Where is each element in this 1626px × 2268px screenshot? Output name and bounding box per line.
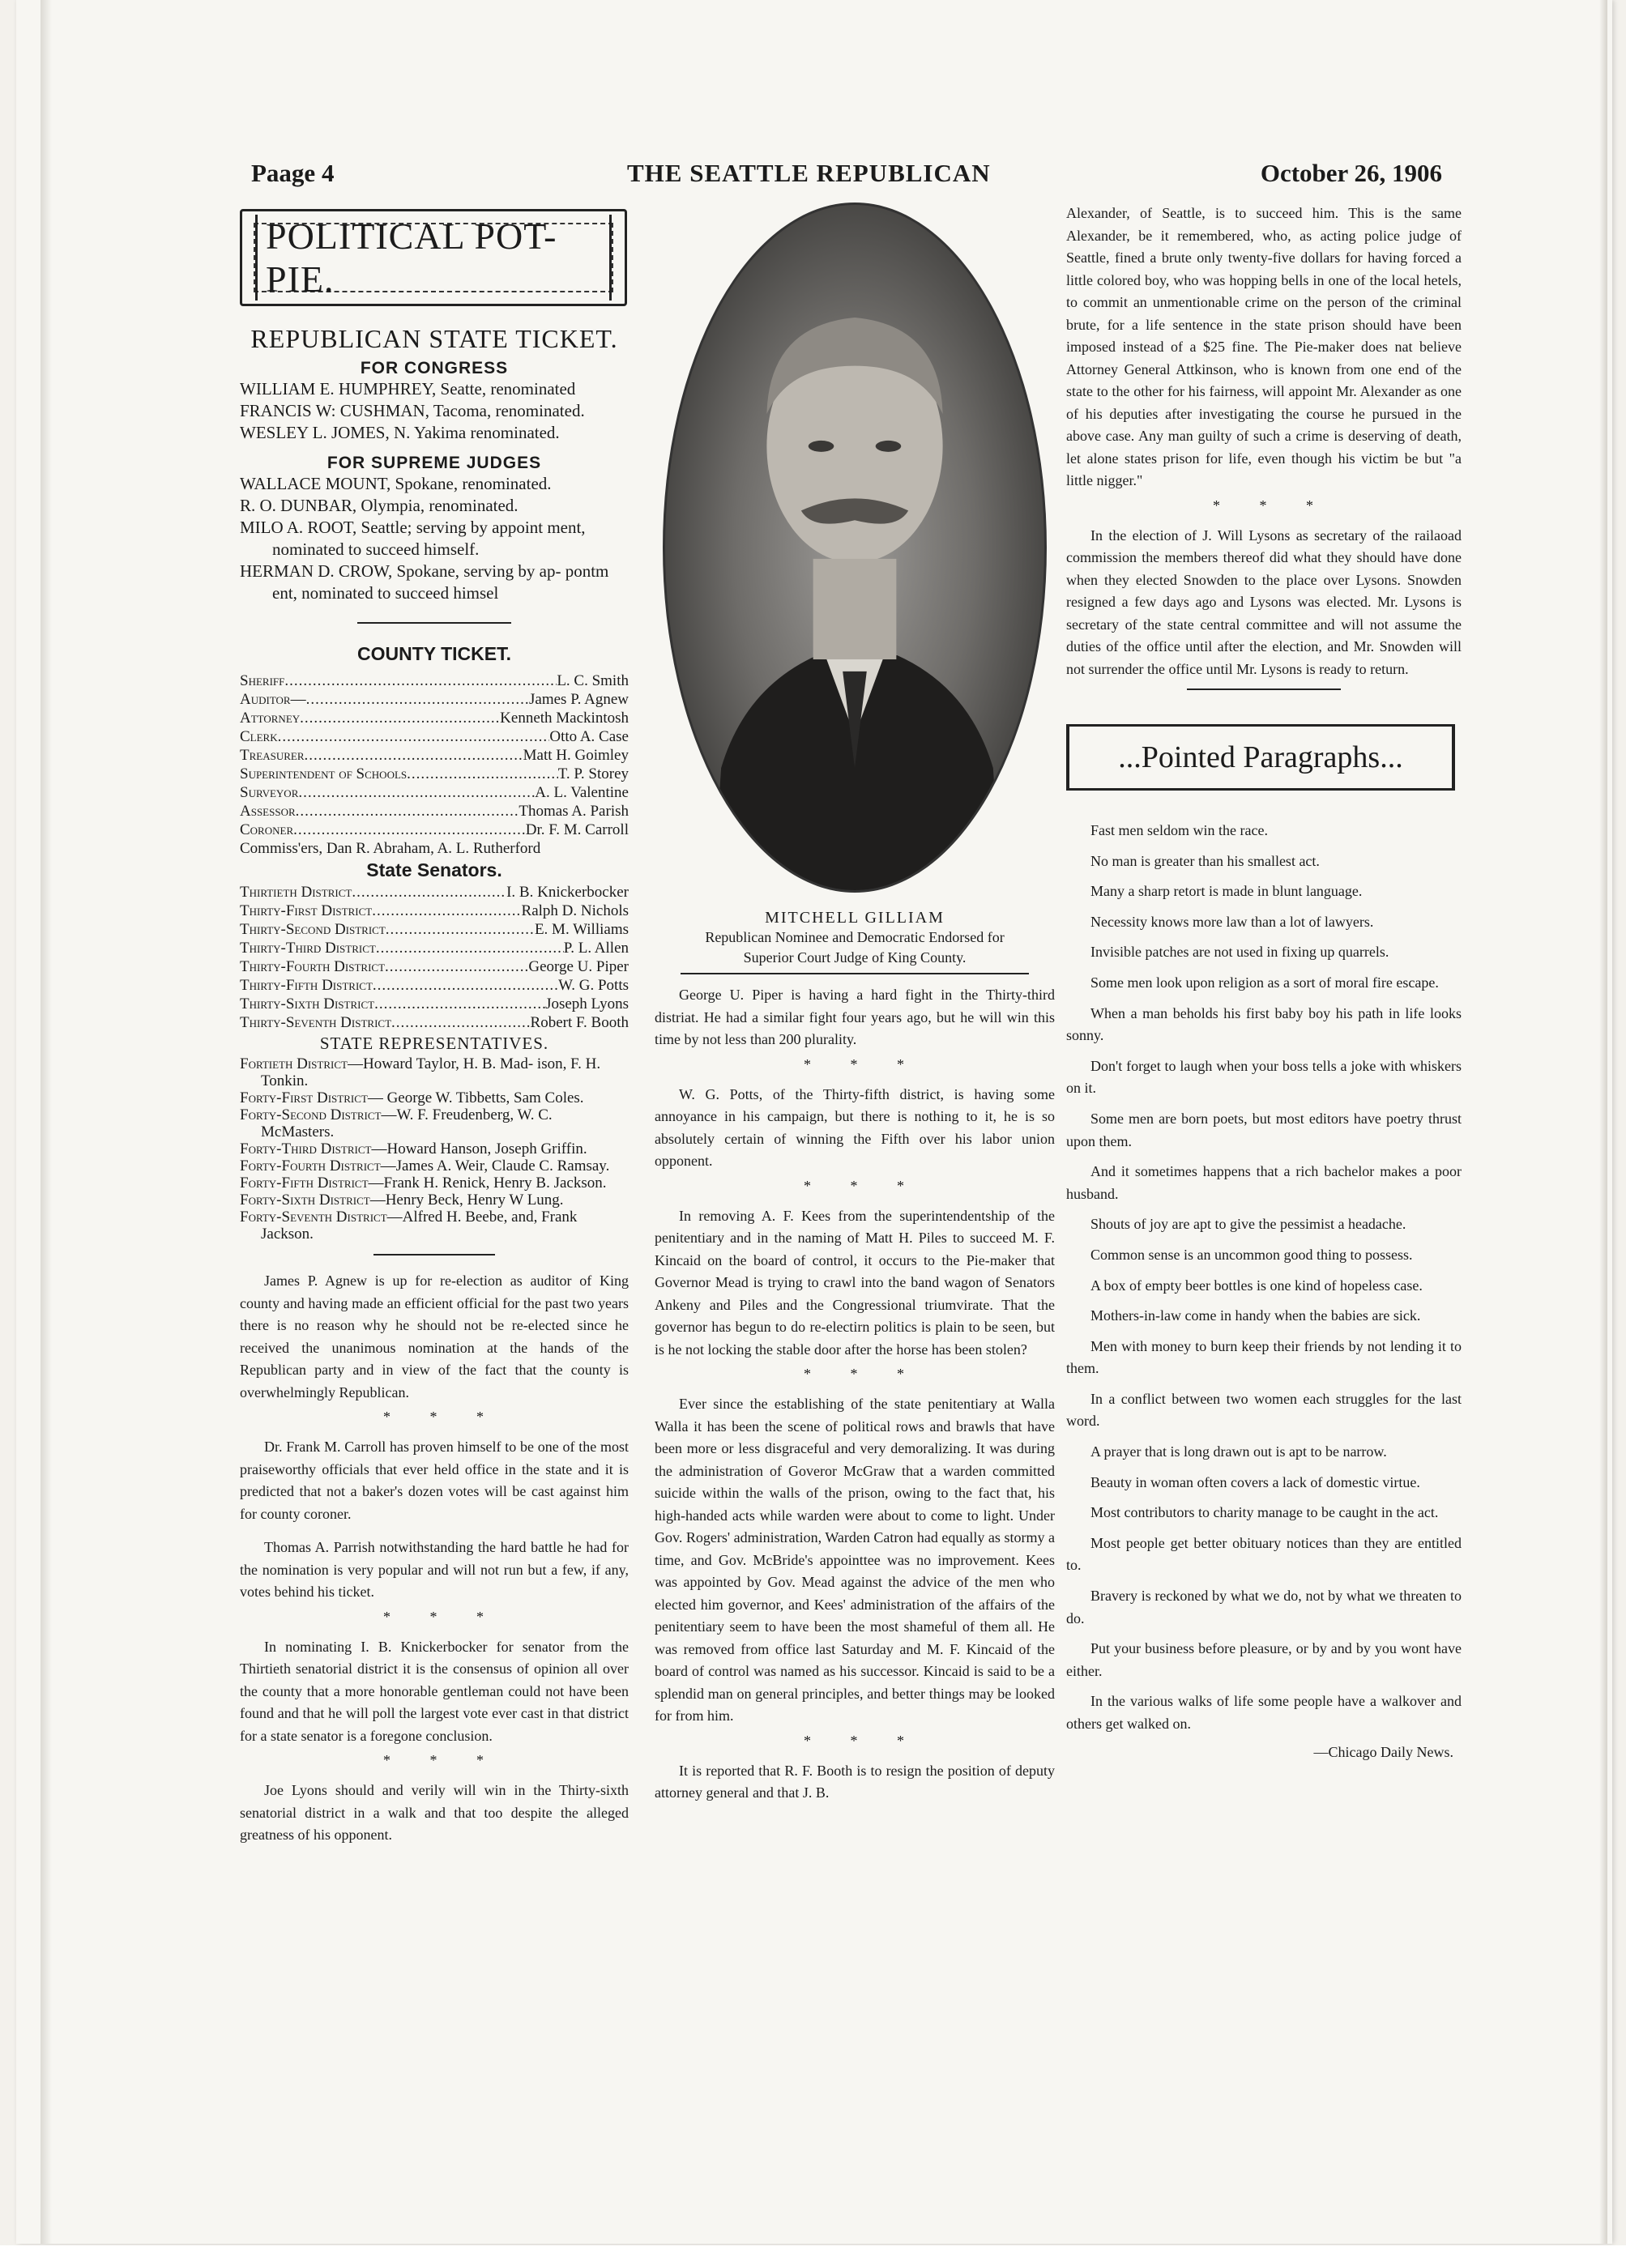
portrait-frame bbox=[655, 202, 1055, 899]
portrait-caption: Republican Nominee and Democratic Endorsed for bbox=[705, 929, 1005, 945]
senator-row: Thirty-Seventh District ..... Robert F. Booth bbox=[240, 1013, 629, 1032]
pointed-paragraph: When a man beholds his first baby boy his path in life looks sonny. bbox=[1066, 1004, 1462, 1044]
county-office-row: Sheriff ..... L. C. Smith bbox=[240, 671, 629, 690]
page-fold-shadow-right bbox=[1599, 0, 1607, 2244]
separator-stars: * * * bbox=[383, 1752, 501, 1768]
separator-stars: * * * bbox=[383, 1608, 501, 1625]
judge-candidate: R. O. DUNBAR, Olympia, renominated. bbox=[240, 496, 519, 515]
banner-title: POLITICAL POT-PIE. bbox=[255, 215, 612, 301]
pointed-paragraphs-title: ...Pointed Paragraphs... bbox=[1118, 740, 1403, 774]
state-representatives-heading: STATE REPRESENTATIVES. bbox=[319, 1034, 549, 1053]
article-paragraph: Ever since the establishing of the state penitentiary at Walla Walla it has been the scene of political rows and brawls that have been more or less disgraceful and very demoralizing. It was during the administration of Goveror McGraw that a warden committed suicide within the walls of the prison, owing to the fact that, his high-handed acts while warden were about to come to light. Under Gov. Rogers' administration, Warden Catron had equally as stormy a time, and Gov. McBride's appointtee was no improvement. Kees was appointed by Gov. Mead against the advice of the men who elected him governor, and Kees' administration of the affairs of the penitentiary seem to have been the most shameful of them all. He was removed from office last Saturday and M. F. Kincaid of the board of control was named as his successor. Kincaid is said to be a splendid man on general principles, and better things may be looked for from him. bbox=[655, 1396, 1055, 1724]
representative-row: Forty-Seventh District—Alfred H. Beebe, and, Frank Jackson. bbox=[240, 1209, 578, 1243]
separator-stars: * * * bbox=[1213, 497, 1331, 514]
article-paragraph: George U. Piper is having a hard fight in the Thirty-third distriat. He had a similar fight four years ago, but he will win this time by not less than 200 plurality. bbox=[655, 987, 1055, 1047]
article-paragraph: In the election of J. Will Lysons as secretary of the railaoad commission the members thereof did what they should have done when they elected Snowden to the place over Lysons. Snowden resigned a few days ago and Lysons was elected. Mr. Lysons is secretary of the state central committee and will not assume the duties of the office until after the election, and Mr. Snowden will not surrender the office until Mr. Lysons is ready to return. bbox=[1066, 526, 1462, 677]
county-office-row: Attorney ..... Kenneth Mackintosh bbox=[240, 709, 629, 727]
county-office-row: Coroner ..... Dr. F. M. Carroll bbox=[240, 821, 629, 839]
portrait-caption-name: MITCHELL GILLIAM bbox=[765, 909, 945, 927]
pointed-paragraph: No man is greater than his smallest act. bbox=[1090, 852, 1320, 869]
bottom-strip bbox=[0, 2245, 1626, 2268]
article-paragraph: W. G. Potts, of the Thirty-fifth district, is having some annoyance in his campaign, but there is nothing to it, he is so absolutely certain of winning the Fifth over his labor union opponent. bbox=[655, 1085, 1055, 1169]
pointed-paragraph: Some men look upon religion as a sort of moral fire escape. bbox=[1090, 974, 1439, 991]
separator-stars: * * * bbox=[383, 1409, 501, 1425]
issue-date: October 26, 1906 bbox=[1260, 159, 1442, 187]
pointed-paragraph: Most people get better obituary notices than they are entitled to. bbox=[1066, 1534, 1462, 1574]
portrait-caption: Superior Court Judge of King County. bbox=[743, 949, 967, 966]
pointed-paragraph: Mothers-in-law come in handy when the babies are sick. bbox=[1090, 1307, 1421, 1324]
representative-row: Forty-Sixth District—Henry Beck, Henry W Lung. bbox=[240, 1192, 564, 1209]
pointed-paragraph: A box of empty beer bottles is one kind of hopeless case. bbox=[1090, 1277, 1423, 1294]
page-number: Paage 4 bbox=[251, 159, 335, 187]
judge-candidate: WALLACE MOUNT, Spokane, renominated. bbox=[240, 474, 552, 493]
representative-row: Forty-Third District—Howard Hanson, Joseph Griffin. bbox=[240, 1140, 587, 1157]
attribution: —Chicago Daily News. bbox=[1313, 1743, 1453, 1760]
pointed-paragraph: And it sometimes happens that a rich bachelor makes a poor husband. bbox=[1066, 1163, 1462, 1202]
state-senators-heading: State Senators. bbox=[366, 859, 502, 880]
state-ticket-heading: REPUBLICAN STATE TICKET. bbox=[250, 324, 618, 353]
pointed-paragraph: In the various walks of life some people have a walkover and others get walked on. bbox=[1066, 1693, 1462, 1732]
congress-heading: FOR CONGRESS bbox=[360, 359, 509, 377]
pointed-paragraphs-banner bbox=[1066, 724, 1455, 791]
representative-row: Forty-First District— George W. Tibbetts, Sam Coles. bbox=[240, 1089, 584, 1106]
pointed-paragraphs-list bbox=[1066, 820, 1462, 1736]
county-office-row: Treasurer ..... Matt H. Goimley bbox=[240, 746, 629, 765]
pointed-paragraph: Fast men seldom win the race. bbox=[1090, 822, 1268, 838]
portrait-figure bbox=[665, 205, 1044, 890]
separator-stars: * * * bbox=[804, 1366, 922, 1382]
pointed-paragraph: Put your business before pleasure, or by and by you wont have either. bbox=[1066, 1640, 1462, 1679]
commissioners-row: Commiss'ers, Dan R. Abraham, A. L. Rutherford bbox=[240, 840, 541, 857]
article-paragraph: Joe Lyons should and verily will win in the Thirty-sixth senatorial district in a walk and that too despite the alleged greatness of his opponent. bbox=[240, 1782, 629, 1843]
section-divider bbox=[373, 1254, 495, 1256]
pointed-paragraph: Invisible patches are not used in fixing up quarrels. bbox=[1090, 944, 1389, 961]
article-paragraph: Thomas A. Parrish notwithstanding the hard battle he had for the nomination is very popular and will not run but a few, if any, votes behind his ticket. bbox=[240, 1539, 629, 1600]
congress-candidate: WESLEY L. JOMES, N. Yakima renominated. bbox=[240, 423, 560, 442]
article-paragraph: It is reported that R. F. Booth is to resign the position of deputy attorney general and that J. B. bbox=[655, 1762, 1055, 1801]
judge-candidate: HERMAN D. CROW, Spokane, serving by ap- pontm ent, nominated to succeed himsel bbox=[240, 561, 609, 603]
county-office-row: Assessor ..... Thomas A. Parish bbox=[240, 802, 629, 821]
pointed-paragraph: Beauty in woman often covers a lack of domestic virtue. bbox=[1090, 1473, 1420, 1490]
county-office-row: Superintendent of Schools ..... T. P. Storey bbox=[240, 765, 629, 783]
newspaper-title: THE SEATTLE REPUBLICAN bbox=[627, 159, 991, 187]
pointed-paragraph: Some men are born poets, but most editors have poetry thrust upon them. bbox=[1066, 1110, 1462, 1149]
representative-row: Forty-Fourth District—James A. Weir, Claude C. Ramsay. bbox=[240, 1157, 610, 1174]
article-paragraph: Alexander, of Seattle, is to succeed him. This is the same Alexander, be it remembered, who, as acting police judge of Seattle, fined a brute only twenty-five dollars for having forced a little colored boy, who was hopping bells in one of the local hetels, to commit an unmentionable crime on the person of the criminal brute, for a life sentence in the state prison should have been imposed instead of a $25 fine. The Pie-maker does nat believe Attorney General Attkinson, who is known from one end of the state to the other for his fairness, will appoint Mr. Alexander as one of his deputies after investigating the course he pursued in the above case. Any man guilty of such a crime is deserving of death, let alone states prison for life, even though his victim be but "a little nigger." bbox=[1066, 205, 1462, 488]
political-pot-pie-banner bbox=[240, 209, 627, 306]
pointed-paragraph: Necessity knows more law than a lot of lawyers. bbox=[1090, 913, 1374, 930]
separator-stars: * * * bbox=[804, 1177, 922, 1194]
column-left bbox=[240, 202, 629, 1847]
senator-row: Thirty-Fifth District ..... W. G. Potts bbox=[240, 976, 629, 995]
pointed-paragraph: Men with money to burn keep their friends by not lending it to them. bbox=[1066, 1337, 1462, 1377]
pointed-paragraph: Common sense is an uncommon good thing to possess. bbox=[1090, 1246, 1413, 1263]
senator-row: Thirty-Second District ..... E. M. Williams bbox=[240, 920, 629, 939]
pointed-paragraph: A prayer that is long drawn out is apt to be narrow. bbox=[1090, 1443, 1387, 1460]
senator-row: Thirty-Sixth District ..... Joseph Lyons bbox=[240, 995, 629, 1013]
senator-row: Thirty-First District ..... Ralph D. Nichols bbox=[240, 902, 629, 920]
representative-row: Fortieth District—Howard Taylor, H. B. Mad- ison, F. H. Tonkin. bbox=[240, 1055, 601, 1089]
article-paragraph: James P. Agnew is up for re-election as auditor of King county and having made an efficient official for the past two years there is no reason why he should not be re-elected since he received the unanimous nomination at the hands of the Republican party and in view of the fact that the county is overwhelmingly Republican. bbox=[240, 1273, 629, 1400]
article-paragraph: In nominating I. B. Knickerbocker for senator from the Thirtieth senatorial district it is the consensus of opinion all over the county that a more honorable gentleman could not have been found and that he will poll the largest vote ever cast in that district for a state senator is a foregone conclusion. bbox=[240, 1638, 629, 1744]
separator-stars: * * * bbox=[804, 1055, 922, 1072]
judge-candidate: MILO A. ROOT, Seattle; serving by appoint ment, nominated to succeed himself. bbox=[240, 518, 586, 559]
county-office-row: Auditor— ..... James P. Agnew bbox=[240, 690, 629, 709]
column-center bbox=[655, 202, 1055, 1805]
column-right bbox=[1066, 202, 1462, 1761]
section-divider bbox=[1187, 688, 1341, 690]
pointed-paragraph: Don't forget to laugh when your boss tells a joke with whiskers on it. bbox=[1066, 1057, 1462, 1097]
article-paragraph: Dr. Frank M. Carroll has proven himself to be one of the most praiseworthy officials that ever held office in the state and it is predicted that not a baker's dozen votes will be cast against him for county coroner. bbox=[240, 1439, 629, 1522]
congress-candidate: FRANCIS W: CUSHMAN, Tacoma, renominated. bbox=[240, 401, 585, 420]
pointed-paragraph: Shouts of joy are apt to give the pessimist a headache. bbox=[1090, 1216, 1406, 1233]
congress-candidate: WILLIAM E. HUMPHREY, Seatte, renominated bbox=[240, 379, 576, 399]
pointed-paragraph: Bravery is reckoned by what we do, not by what we threaten to do. bbox=[1066, 1588, 1462, 1626]
senator-row: Thirtieth District ..... I. B. Knickerbocker bbox=[240, 883, 629, 902]
pointed-paragraph: Most contributors to charity manage to be caught in the act. bbox=[1090, 1504, 1439, 1521]
senator-row: Thirty-Third District ..... P. L. Allen bbox=[240, 939, 629, 957]
banner-ornamental-border bbox=[254, 215, 613, 300]
page-header bbox=[251, 159, 1442, 191]
article-paragraph: In removing A. F. Kees from the superintendentship of the penitentiary and in the naming of Matt H. Piles to succeed M. F. Kincaid on the board of control, it occurs to the Pie-maker that Governor Mead is trying to crawl into the band wagon of Senators Ankeny and Piles and the Congressional triumvirate. That the governor has begun to do re-electirn politics is plain to be seen, but is he not locking the stable door after the horse has been stolen? bbox=[655, 1207, 1055, 1358]
county-office-row: Clerk ..... Otto A. Case bbox=[240, 727, 629, 746]
supreme-judges-heading: FOR SUPREME JUDGES bbox=[326, 454, 542, 472]
county-ticket-heading: COUNTY TICKET. bbox=[357, 643, 511, 664]
separator-stars: * * * bbox=[804, 1732, 922, 1749]
senator-row: Thirty-Fourth District ..... George U. Piper bbox=[240, 957, 629, 976]
section-divider bbox=[357, 622, 511, 624]
representative-row: Forty-Second District—W. F. Freudenberg, W. C. McMasters. bbox=[240, 1106, 553, 1140]
county-office-row: Surveyor ..... A. L. Valentine bbox=[240, 783, 629, 802]
page-fold-shadow-left bbox=[41, 0, 52, 2244]
pointed-paragraph: Many a sharp retort is made in blunt language. bbox=[1090, 883, 1363, 900]
representative-row: Forty-Fifth District—Frank H. Renick, Henry B. Jackson. bbox=[240, 1174, 607, 1192]
caption-divider bbox=[681, 973, 1029, 974]
portrait-photo bbox=[663, 202, 1047, 893]
pointed-paragraph: In a conflict between two women each struggles for the last word. bbox=[1066, 1390, 1462, 1430]
